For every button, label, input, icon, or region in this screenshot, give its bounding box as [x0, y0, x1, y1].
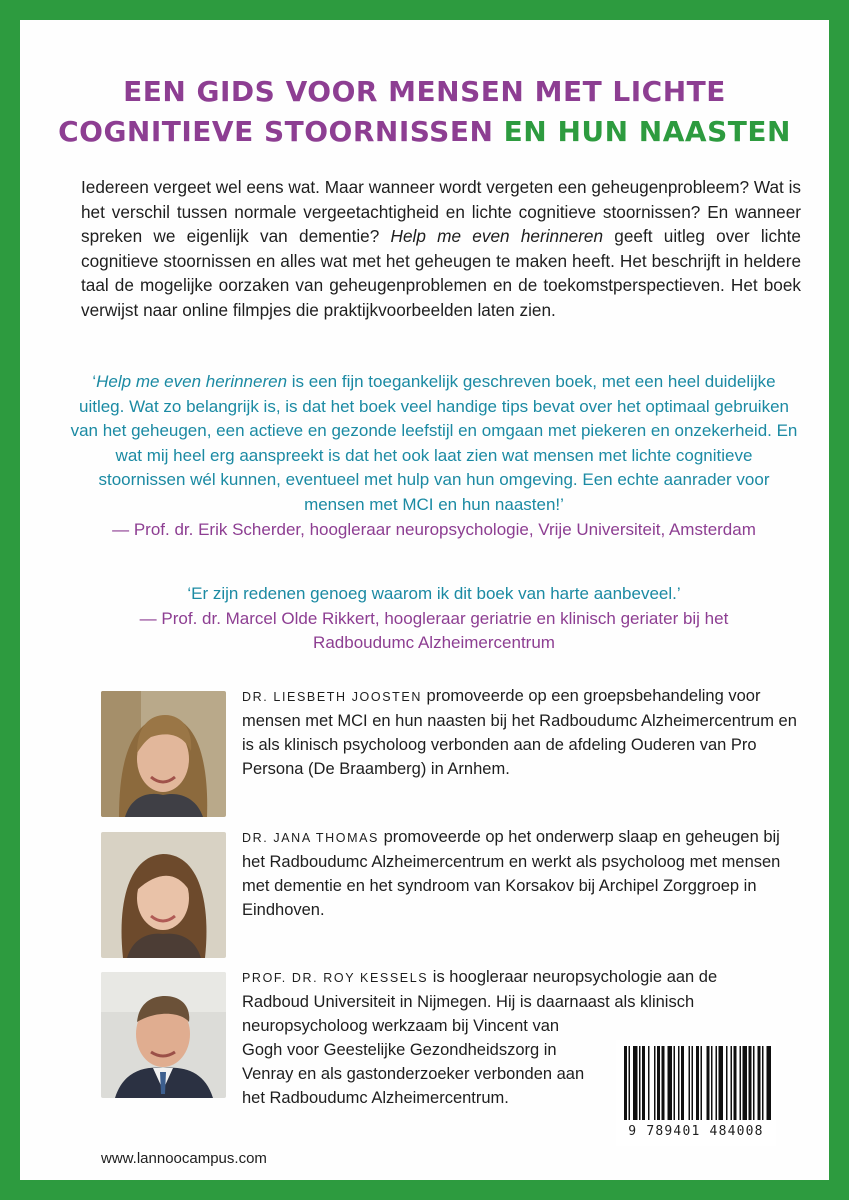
barcode-bar [749, 1046, 752, 1120]
barcode-bar [743, 1046, 748, 1120]
barcode-bar [689, 1046, 691, 1120]
barcode-bar [701, 1046, 703, 1120]
review-quote-1 [70, 370, 798, 542]
barcode-bar [629, 1046, 631, 1120]
intro-paragraph [81, 175, 801, 322]
barcode-bar [674, 1046, 676, 1120]
author-photo-kessels [101, 972, 226, 1098]
author-bio-joosten [242, 684, 802, 781]
barcode-bar [711, 1046, 713, 1120]
review-quote-2 [120, 582, 748, 656]
quote-1-open: ‘ [92, 372, 97, 391]
quote-2-attribution: — Prof. dr. Marcel Olde Rikkert, hoogleraar geriatrie en klinisch geriater bij het Radboudumc Alzheimercentrum [139, 608, 729, 653]
headline-purple-part: COGNITIEVE STOORNISSEN [58, 115, 494, 148]
barcode-bar [707, 1046, 710, 1120]
headline-line-1: EEN GIDS VOOR MENSEN MET LICHTE [123, 75, 726, 108]
barcode-bar [678, 1046, 680, 1120]
barcode-bars [616, 1040, 776, 1122]
barcode-bar [719, 1046, 724, 1120]
barcode-bar [762, 1046, 764, 1120]
barcode-bar [648, 1046, 650, 1120]
barcode-bar [753, 1046, 755, 1120]
quote-1-text: is een fijn toegankelijk geschreven boek, met een heel duidelijke uitleg. Wat zo belangrijk is, is dat het boek veel handige tips bevat over het optimaal gebruiken van het geheugen, een actieve en gezonde leefstijl en omgaan met piekeren en onzekerheid. En wat mij heel erg aanspreekt is dat het ook laat zien wat mensen met lichte cognitieve stoornissen wél kunnen, eventueel met hulp van hun omgeving. Een echte aanrader voor mensen met MCI en hun naasten!’ [70, 372, 798, 514]
barcode-bar [696, 1046, 699, 1120]
barcode-bar [692, 1046, 694, 1120]
isbn-number: 9 789401 484008 [628, 1124, 764, 1139]
author-photo-joosten [101, 691, 226, 817]
barcode [616, 1040, 776, 1146]
publisher-url: www.lannoocampus.com [101, 1150, 267, 1167]
author-name-thomas: DR. JANA THOMAS [242, 831, 379, 845]
author-bio-text-thomas: promoveerde op het onderwerp slaap en geheugen bij het Radboudumc Alzheimercentrum en werkt als psycholoog met mensen met dementie en het syndroom van Korsakov bij Archipel Zorggroep in Eindhoven. [242, 828, 781, 919]
author-bio-text-kessels-3: neuropsycholoog werkzaam bij Vincent van Gogh voor Geestelijke Gezondheidszorg in Venray en als gastonderzoeker verbonden aan het Radboudumc Alzheimercentrum. [242, 1017, 585, 1107]
barcode-bar [662, 1046, 665, 1120]
barcode-bar [639, 1046, 641, 1120]
quote-2-text: ‘Er zijn redenen genoeg waarom ik dit boek van harte aanbeveel.’ [187, 584, 681, 603]
barcode-bar [726, 1046, 728, 1120]
barcode-bar [654, 1046, 656, 1120]
barcode-bar [731, 1046, 733, 1120]
headline [20, 72, 829, 152]
barcode-bar [681, 1046, 684, 1120]
barcode-bar [767, 1046, 772, 1120]
barcode-bar [734, 1046, 737, 1120]
barcode-bar [657, 1046, 660, 1120]
author-name-joosten: DR. LIESBETH JOOSTEN [242, 690, 422, 704]
author-name-kessels: PROF. DR. ROY KESSELS [242, 971, 429, 985]
barcode-bar [642, 1046, 645, 1120]
barcode-bar [740, 1046, 742, 1120]
intro-text-2: geeft uitleg over lichte cognitieve stoornissen en alles wat met het geheugen te maken heeft. Het beschrijft in heldere taal de mogelijke oorzaken van geheugenproblemen en de toekomstperspectieven. Het boek verwijst naar online filmpjes die praktijkvoorbeelden laten zien. [81, 226, 801, 320]
author-photo-thomas [101, 832, 226, 958]
author-bio-text-joosten: promoveerde op een groepsbehandeling voor mensen met MCI en hun naasten bij het Radboudumc Alzheimercentrum en is als klinisch psycholoog verbonden aan de afdeling Ouderen van Pro Persona (De Braamberg) in Arnhem. [242, 687, 797, 778]
barcode-bar [624, 1046, 627, 1120]
quote-1-attribution: — Prof. dr. Erik Scherder, hoogleraar neuropsychologie, Vrije Universiteit, Amsterdam [112, 519, 756, 539]
author-bio-text-kessels-2: Radboud Universiteit in Nijmegen. Hij is daarnaast als klinisch [242, 993, 695, 1011]
barcode-bar [668, 1046, 673, 1120]
author-bio-text-kessels-1: is hoogleraar neuropsychologie aan de [428, 968, 718, 986]
headline-green-part: EN HUN NAASTEN [503, 115, 791, 148]
barcode-bar [758, 1046, 761, 1120]
quote-1-book-title: Help me even herinneren [96, 372, 288, 391]
intro-book-title: Help me even herinneren [390, 226, 604, 246]
barcode-bar [633, 1046, 638, 1120]
author-bio-thomas [242, 825, 802, 922]
barcode-bar [716, 1046, 718, 1120]
headline-line-2 [20, 112, 829, 152]
author-bio-kessels-line-1 [242, 965, 802, 990]
intro-text-1: Iedereen vergeet wel eens wat. Maar wanneer wordt vergeten een geheugenprobleem? Wat is het verschil tussen normale vergeetachtigheid en lichte cognitieve stoornissen? En wanneer spreken we eigenlijk van dementie? [81, 177, 801, 246]
